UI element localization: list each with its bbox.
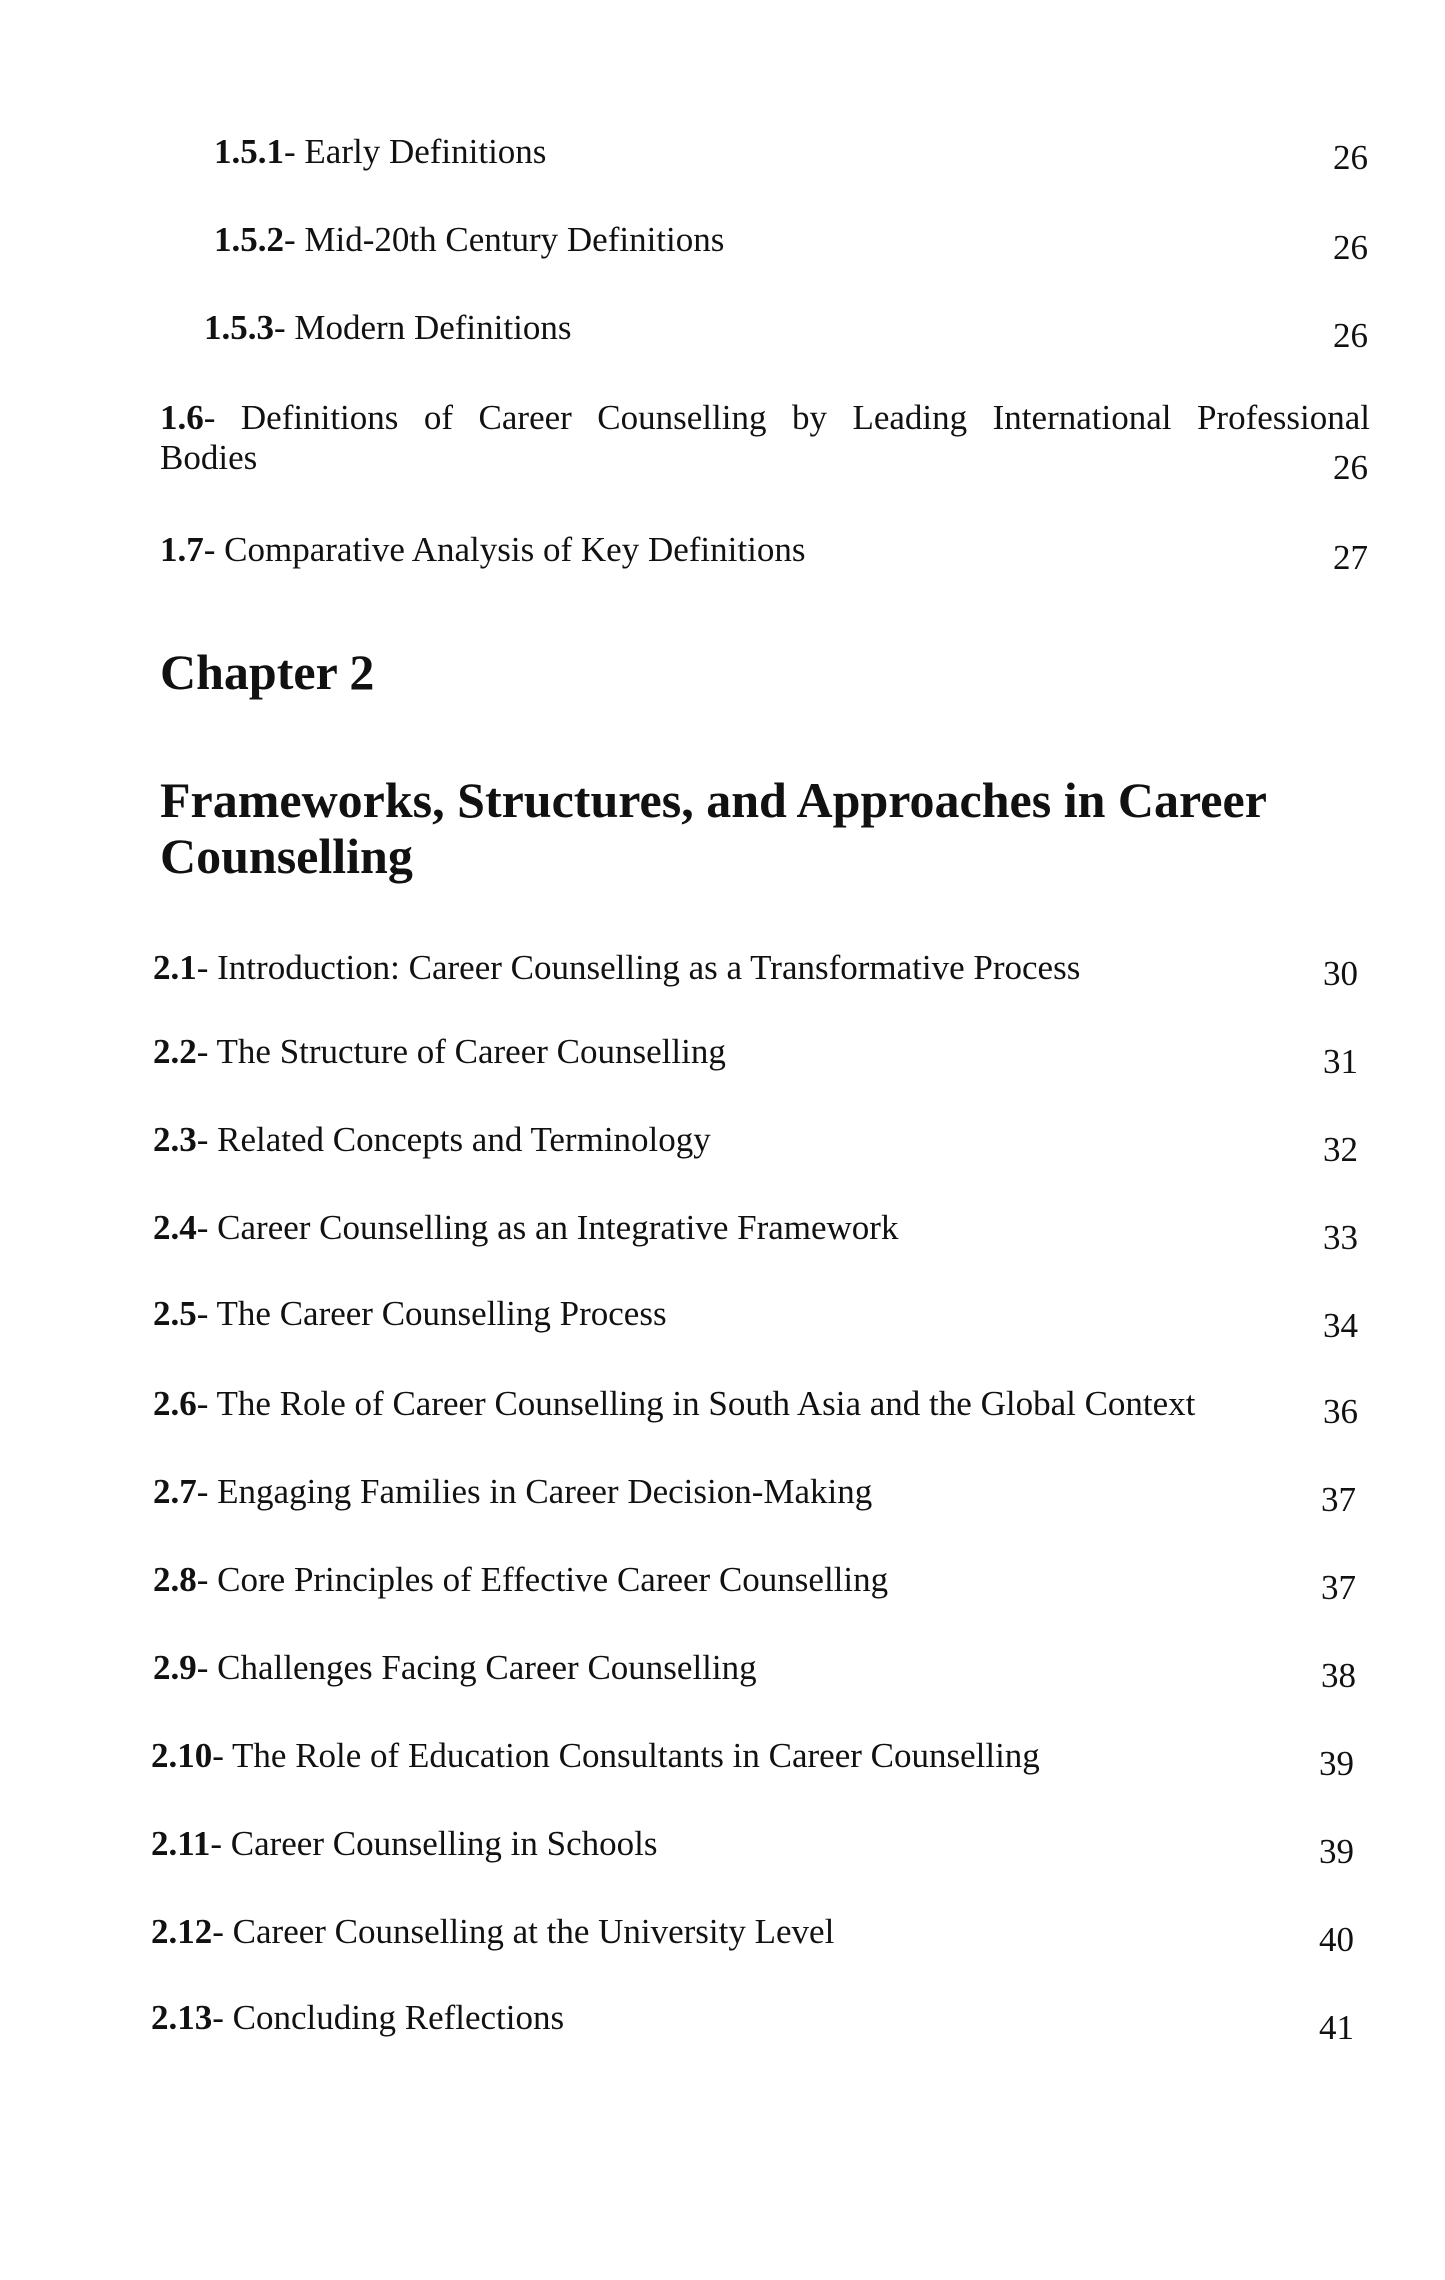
toc-entry-number: 2.11	[151, 1824, 211, 1863]
toc-entry-separator: -	[196, 1208, 218, 1247]
toc-entry-title: The Career Counselling Process	[216, 1294, 667, 1333]
toc-entry-2-11	[151, 1822, 658, 1866]
toc-entry-title: The Structure of Career Counselling	[216, 1032, 726, 1071]
toc-entry-title: Engaging Families in Career Decision-Making	[217, 1472, 873, 1511]
toc-entry-number: 2.6	[153, 1384, 197, 1423]
toc-entry-number: 2.12	[151, 1912, 213, 1951]
toc-entry-title: Career Counselling in Schools	[230, 1824, 658, 1863]
toc-entry-title: Related Concepts and Terminology	[217, 1120, 711, 1159]
toc-entry-title: Career Counselling as an Integrative Framework	[217, 1208, 899, 1247]
toc-entry-page-number: 41	[1319, 2008, 1354, 2047]
toc-entry-2-5	[153, 1292, 667, 1336]
toc-entry-2-10	[151, 1734, 1040, 1778]
toc-entry-separator: -	[203, 398, 241, 437]
toc-entry-title-continuation: Bodies	[160, 438, 258, 477]
toc-entry-page-number: 38	[1321, 1656, 1356, 1695]
toc-entry-1-5-2	[214, 218, 724, 262]
toc-entry-separator: -	[196, 1294, 217, 1333]
toc-entry-separator: -	[196, 1120, 218, 1159]
toc-entry-number: 1.5.2	[214, 220, 284, 259]
chapter-title: Frameworks, Structures, and Approaches in Career Counselling	[160, 772, 1266, 884]
toc-entry-2-7	[153, 1470, 872, 1514]
toc-entry-number: 2.13	[151, 1998, 213, 2037]
toc-entry-page-number: 26	[1333, 316, 1368, 355]
toc-entry-number: 2.9	[153, 1648, 197, 1687]
toc-entry-page-number: 32	[1323, 1130, 1358, 1169]
toc-entry-number: 2.7	[153, 1472, 197, 1511]
toc-entry-page-number: 26	[1333, 228, 1368, 267]
toc-entry-title: The Role of Education Consultants in Career Counselling	[232, 1736, 1040, 1775]
toc-entry-separator: -	[210, 1824, 231, 1863]
toc-entry-number: 1.6	[160, 398, 204, 437]
toc-entry-page-number: 26	[1333, 138, 1368, 177]
toc-entry-number: 2.8	[153, 1560, 197, 1599]
toc-entry-page-number: 39	[1319, 1832, 1354, 1871]
toc-entry-separator: -	[196, 1648, 218, 1687]
toc-entry-1-5-3	[204, 306, 571, 350]
toc-entry-title: The Role of Career Counselling in South Asia and the Global Context	[216, 1384, 1196, 1423]
toc-entry-2-3	[153, 1118, 711, 1162]
toc-entry-2-2	[153, 1030, 726, 1074]
toc-entry-1-5-1	[214, 130, 546, 174]
toc-entry-title: Challenges Facing Career Counselling	[217, 1648, 757, 1687]
toc-entry-title: Concluding Reflections	[232, 1998, 565, 2037]
toc-entry-title: Early Definitions	[304, 132, 547, 171]
toc-entry-2-8	[153, 1558, 888, 1602]
toc-entry-title: Career Counselling at the University Level	[232, 1912, 835, 1951]
toc-entry-1-7	[160, 528, 805, 572]
toc-entry-page-number: 36	[1323, 1392, 1358, 1431]
toc-entry-1-6	[160, 396, 1370, 440]
toc-entry-2-13	[151, 1996, 564, 2040]
toc-entry-separator: -	[284, 220, 305, 259]
toc-entry-number: 2.4	[153, 1208, 197, 1247]
toc-entry-separator: -	[196, 1472, 218, 1511]
toc-entry-page-number: 37	[1321, 1480, 1356, 1519]
toc-entry-number: 2.5	[153, 1294, 197, 1333]
toc-entry-page-number: 31	[1323, 1042, 1358, 1081]
toc-entry-separator: -	[196, 948, 218, 987]
toc-entry-title: Introduction: Career Counselling as a Transformative Process	[217, 948, 1081, 987]
toc-entry-separator: -	[274, 308, 295, 347]
toc-entry-page-number: 37	[1321, 1568, 1356, 1607]
toc-entry-separator: -	[203, 530, 225, 569]
toc-entry-title: Definitions of Career Counselling by Leading International Professional	[240, 398, 1370, 437]
toc-entry-2-12	[151, 1910, 834, 1954]
toc-entry-page-number: 39	[1319, 1744, 1354, 1783]
toc-entry-number: 1.7	[160, 530, 204, 569]
toc-entry-page-number: 26	[1333, 448, 1368, 487]
toc-entry-2-6	[153, 1382, 1195, 1426]
toc-entry-title: Mid-20th Century Definitions	[304, 220, 725, 259]
toc-entry-page-number: 34	[1323, 1306, 1358, 1345]
toc-entry-separator: -	[284, 132, 305, 171]
toc-entry-2-9	[153, 1646, 757, 1690]
toc-entry-separator: -	[196, 1032, 217, 1071]
toc-entry-number: 1.5.1	[214, 132, 284, 171]
toc-entry-title: Core Principles of Effective Career Counselling	[217, 1560, 889, 1599]
toc-entry-2-4	[153, 1206, 898, 1250]
toc-entry-page-number: 27	[1333, 538, 1368, 577]
toc-entry-page-number: 33	[1323, 1218, 1358, 1257]
toc-entry-number: 2.2	[153, 1032, 197, 1071]
toc-entry-2-1	[153, 946, 1080, 990]
toc-entry-number: 2.10	[151, 1736, 213, 1775]
chapter-label: Chapter 2	[160, 644, 375, 700]
toc-entry-number: 1.5.3	[204, 308, 274, 347]
toc-entry-number: 2.1	[153, 948, 197, 987]
toc-entry-separator: -	[196, 1384, 217, 1423]
toc-entry-number: 2.3	[153, 1120, 197, 1159]
toc-entry-separator: -	[212, 1998, 233, 2037]
toc-entry-page-number: 30	[1323, 954, 1358, 993]
toc-entry-separator: -	[212, 1912, 233, 1951]
toc-entry-page-number: 40	[1319, 1920, 1354, 1959]
toc-entry-separator: -	[212, 1736, 233, 1775]
toc-entry-title: Modern Definitions	[294, 308, 572, 347]
toc-entry-separator: -	[196, 1560, 218, 1599]
toc-entry-title: Comparative Analysis of Key Definitions	[224, 530, 806, 569]
